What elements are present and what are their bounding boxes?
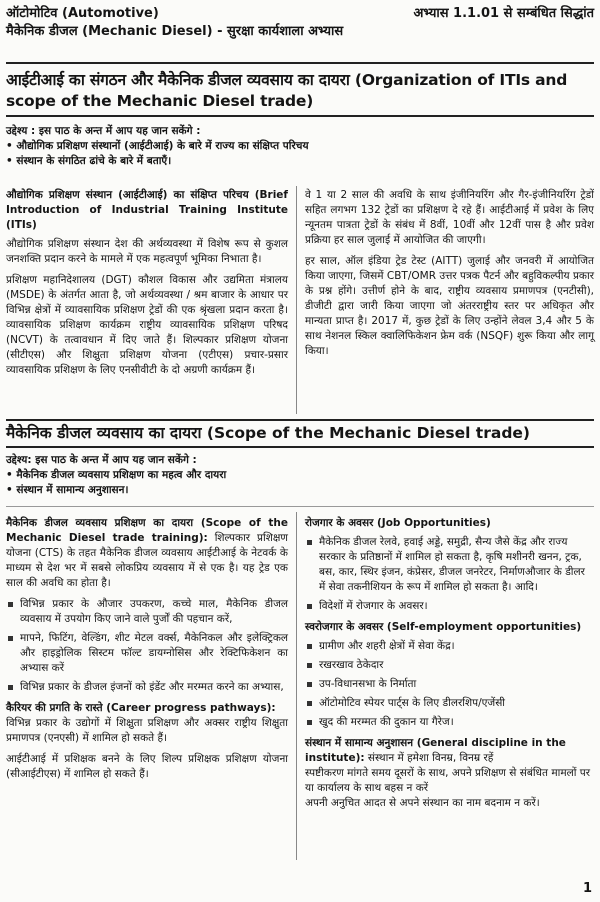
- column-divider: [296, 186, 297, 414]
- section1-objective-item: • औद्योगिक प्रशिक्षण संस्थानों (आईटीआई) के बारे में राज्य का संक्षिप्त परिचय: [6, 139, 594, 154]
- self-employment-item: रखरखाव ठेकेदार: [319, 658, 594, 673]
- scope-intro: शिल्पकार प्रशिक्षण योजना (CTS) के तहत मैकेनिक डीजल व्यवसाय आईटीआई के नेटवर्क के माध्यम से देश भर में सबसे लोकप्रिय व्यवसाय में से एक है। यह ट्रेड एक साल की अवधि का होता है।: [6, 532, 288, 589]
- scope-list-item: विभिन्न प्रकार के डीजल इंजनों को इंडेंट और मरम्मत करने का अभ्यास,: [20, 680, 288, 695]
- jobs-list: [305, 535, 594, 614]
- section1-title: आईटीआई का संगठन और मैकेनिक डीजल व्यवसाय का दायरा (Organization of ITIs and scope of the Mechanic Diesel trade): [6, 71, 568, 110]
- section1-objectives: [6, 124, 594, 169]
- scope-list-item: मापने, फिटिंग, वेल्डिंग, शीट मेटल वर्क्स, मैकेनिकल और इलेक्ट्रिकल और हाइड्रोलिक सिस्टम फॉल्ट डायग्नोसिस और रेक्टिफिकेशन का अभ्यास करें: [20, 632, 288, 674]
- section1-left-para: औद्योगिक प्रशिक्षण संस्थान देश की अर्थव्यवस्था में विशेष रूप से कुशल जनशक्ति प्रदान करने के मामले में एक महत्वपूर्ण भूमिका निभाता है।: [6, 238, 288, 265]
- section1-objectives-intro: उद्देश्य : इस पाठ के अन्त में आप यह जान सकेंगे :: [6, 125, 201, 137]
- career-text: विभिन्न प्रकार के उद्योगों में शिक्षुता प्रशिक्षण और अक्सर राष्ट्रीय शिक्षुता प्रमाणपत्र (एनएसी) में शामिल हो सकते हैं।: [6, 717, 288, 744]
- header-exercise-ref: अभ्यास 1.1.01 से सम्बंधित सिद्धांत: [413, 6, 594, 21]
- section2-title: मैकेनिक डीजल व्यवसाय का दायरा (Scope of the Mechanic Diesel trade): [6, 424, 531, 442]
- self-employment-list: [305, 639, 594, 730]
- career-heading: कैरियर की प्रगति के रास्ते (Career progress pathways):: [6, 702, 276, 714]
- section2-divider: [6, 446, 594, 448]
- self-employment-item: उप-विधानसभा के निर्माता: [319, 677, 594, 692]
- self-employment-item: खुद की मरम्मत की दुकान या गैरेज।: [319, 715, 594, 730]
- scope-list-item: विभिन्न प्रकार के औजार उपकरण, कच्चे माल, मैकेनिक डीजल व्यवसाय में उपयोग किए जाने वाले पुर्जों की पहचान करें,: [20, 598, 288, 625]
- section2-objective-item: • संस्थान में सामान्य अनुशासन।: [6, 483, 594, 498]
- page-number: 1: [582, 881, 592, 896]
- scope-list: [6, 597, 288, 695]
- career-text-2: आईटीआई में प्रशिक्षक बनने के लिए शिल्प प्रशिक्षक प्रशिक्षण योजना (सीआईटीएस) में शामिल हो सकते हैं।: [6, 753, 288, 780]
- section1-left-para: प्रशिक्षण महानिदेशालय (DGT) कौशल विकास और उद्यमिता मंत्रालय (MSDE) के अंतर्गत आता है, जो अर्थव्यवस्था / श्रम बाजार के आधार पर विभिन्न क्षेत्रों में व्यावसायिक प्रशिक्षण ट्रेडों की एक श्रृंखला प्रदान करता है। व्यावसायिक प्रशिक्षण कार्यक्रम राष्ट्रीय व्यावसायिक प्रशिक्षण परिषद (NCVT) के तत्वावधान में दिए जाते हैं। शिल्पकार प्रशिक्षण योजना (सीटीएस) और शिक्षुता प्रशिक्षण योजना (एटीएस) प्रचार-प्रसार व्यावसायिक प्रशिक्षण के लिए एनसीवीटी के दो अग्रणी कार्यक्रम हैं।: [6, 274, 288, 376]
- jobs-list-item: मैकेनिक डीजल रेलवे, हवाई अड्डे, समुद्री, सैन्य जैसे केंद्र और राज्य सरकार के प्रतिष्ठानों में शामिल हो सकता है, कृषि मशीनरी खनन, ट्रक, बस, कार, स्थिर इंजन, कंप्रेसर, डीजल जनरेटर, निर्माणऔजार के डीलर में सेवा तकनीशियन के रूप में शामिल हो सकता है। आदि।: [319, 535, 594, 595]
- discipline-line: संस्थान में हमेशा विनम्र, विनम्र रहें: [367, 752, 494, 764]
- discipline-paragraph: [305, 736, 594, 766]
- section1-objective-item: • संस्थान के संगठित ढांचे के बारे में बताएँ।: [6, 154, 594, 169]
- section2-right-column: [305, 516, 594, 811]
- discipline-line: स्पष्टीकरण मांगते समय दूसरों के साथ, अपने प्रशिक्षण से संबंधित मामलों पर या कार्यालय के साथ बहस न करें: [305, 767, 591, 794]
- section2-top-divider: [6, 419, 594, 421]
- section1-right-column: [305, 188, 594, 365]
- discipline-heading: संस्थान में सामान्य अनुशासन (General discipline in the institute):: [305, 737, 566, 764]
- discipline-line: अपनी अनुचित आदत से अपने संस्थान का नाम बदनाम न करें।: [305, 797, 540, 809]
- section1-divider: [6, 115, 594, 117]
- header-divider: [6, 62, 594, 64]
- section2-left-column: [6, 516, 288, 788]
- section1-left-heading: औद्योगिक प्रशिक्षण संस्थान (आईटीआई) का संक्षिप्त परिचय (Brief Introduction of Industrial Training Institute (ITIs): [6, 189, 288, 231]
- section2-objectives-divider: [6, 506, 594, 507]
- section2-objective-item: • मैकेनिक डीजल व्यवसाय प्रशिक्षण का महत्व और दायरा: [6, 468, 594, 483]
- section1-right-para: वे 1 या 2 साल की अवधि के साथ इंजीनियरिंग और गैर-इंजीनियरिंग ट्रेडों सहित लगभग 132 ट्रेडों का प्रशिक्षण दे रहे हैं। आईटीआई में प्रवेश के लिए न्यूनतम पात्रता ट्रेडों के संबंध में 8वीं, 10वीं और 12वीं पास है और प्रवेश प्रक्रिया हर साल जुलाई में आयोजित की जाएगी।: [305, 189, 594, 246]
- section2-objectives: [6, 453, 594, 498]
- self-employment-heading: स्वरोजगार के अवसर (Self-employment opportunities): [305, 621, 582, 633]
- column-divider: [296, 512, 297, 860]
- self-employment-item: ऑटोमोटिव स्पेयर पार्ट्स के लिए डीलरशिप/एजेंसी: [319, 696, 594, 711]
- section2-objectives-intro: उद्देश्य: इस पाठ के अन्त में आप यह जान सकेंगे :: [6, 454, 197, 466]
- section1-right-para: हर साल, ऑल इंडिया ट्रेड टेस्ट (AITT) जुलाई और जनवरी में आयोजित किया जाएगा, जिसमें CBT/OMR उत्तर पत्रक पैटर्न और बहुविकल्पीय प्रकार के प्रश्न होंगे। उत्तीर्ण होने के बाद, राष्ट्रीय व्यवसाय प्रमाणपत्र (एनटीसी), डीजीटी द्वारा जारी किया जाएगा जो अंतरराष्ट्रीय स्तर पर अधिकृत और मान्यता प्राप्त है। 2017 में, कुछ ट्रेडों के लिए उन्होंने लेवल 3,4 और 5 के साथ नेशनल स्किल क्वालिफिकेशन फ्रेम वर्क (NSQF) शुरू किया और लागू किया।: [305, 255, 594, 357]
- section1-left-column: [6, 188, 288, 384]
- jobs-list-item: विदेशों में रोजगार के अवसर।: [319, 599, 594, 614]
- header-subtitle: मैकेनिक डीजल (Mechanic Diesel) - सुरक्षा कार्यशाला अभ्यास: [6, 24, 344, 39]
- header-category: ऑटोमोटिव (Automotive): [6, 6, 159, 21]
- page-header: [0, 0, 600, 60]
- self-employment-item: ग्रामीण और शहरी क्षेत्रों में सेवा केंद्र।: [319, 639, 594, 654]
- jobs-heading: रोजगार के अवसर (Job Opportunities): [305, 517, 491, 529]
- scope-paragraph: [6, 516, 288, 591]
- scope-heading: मैकेनिक डीजल व्यवसाय प्रशिक्षण का दायरा (Scope of the Mechanic Diesel trade training):: [6, 517, 288, 544]
